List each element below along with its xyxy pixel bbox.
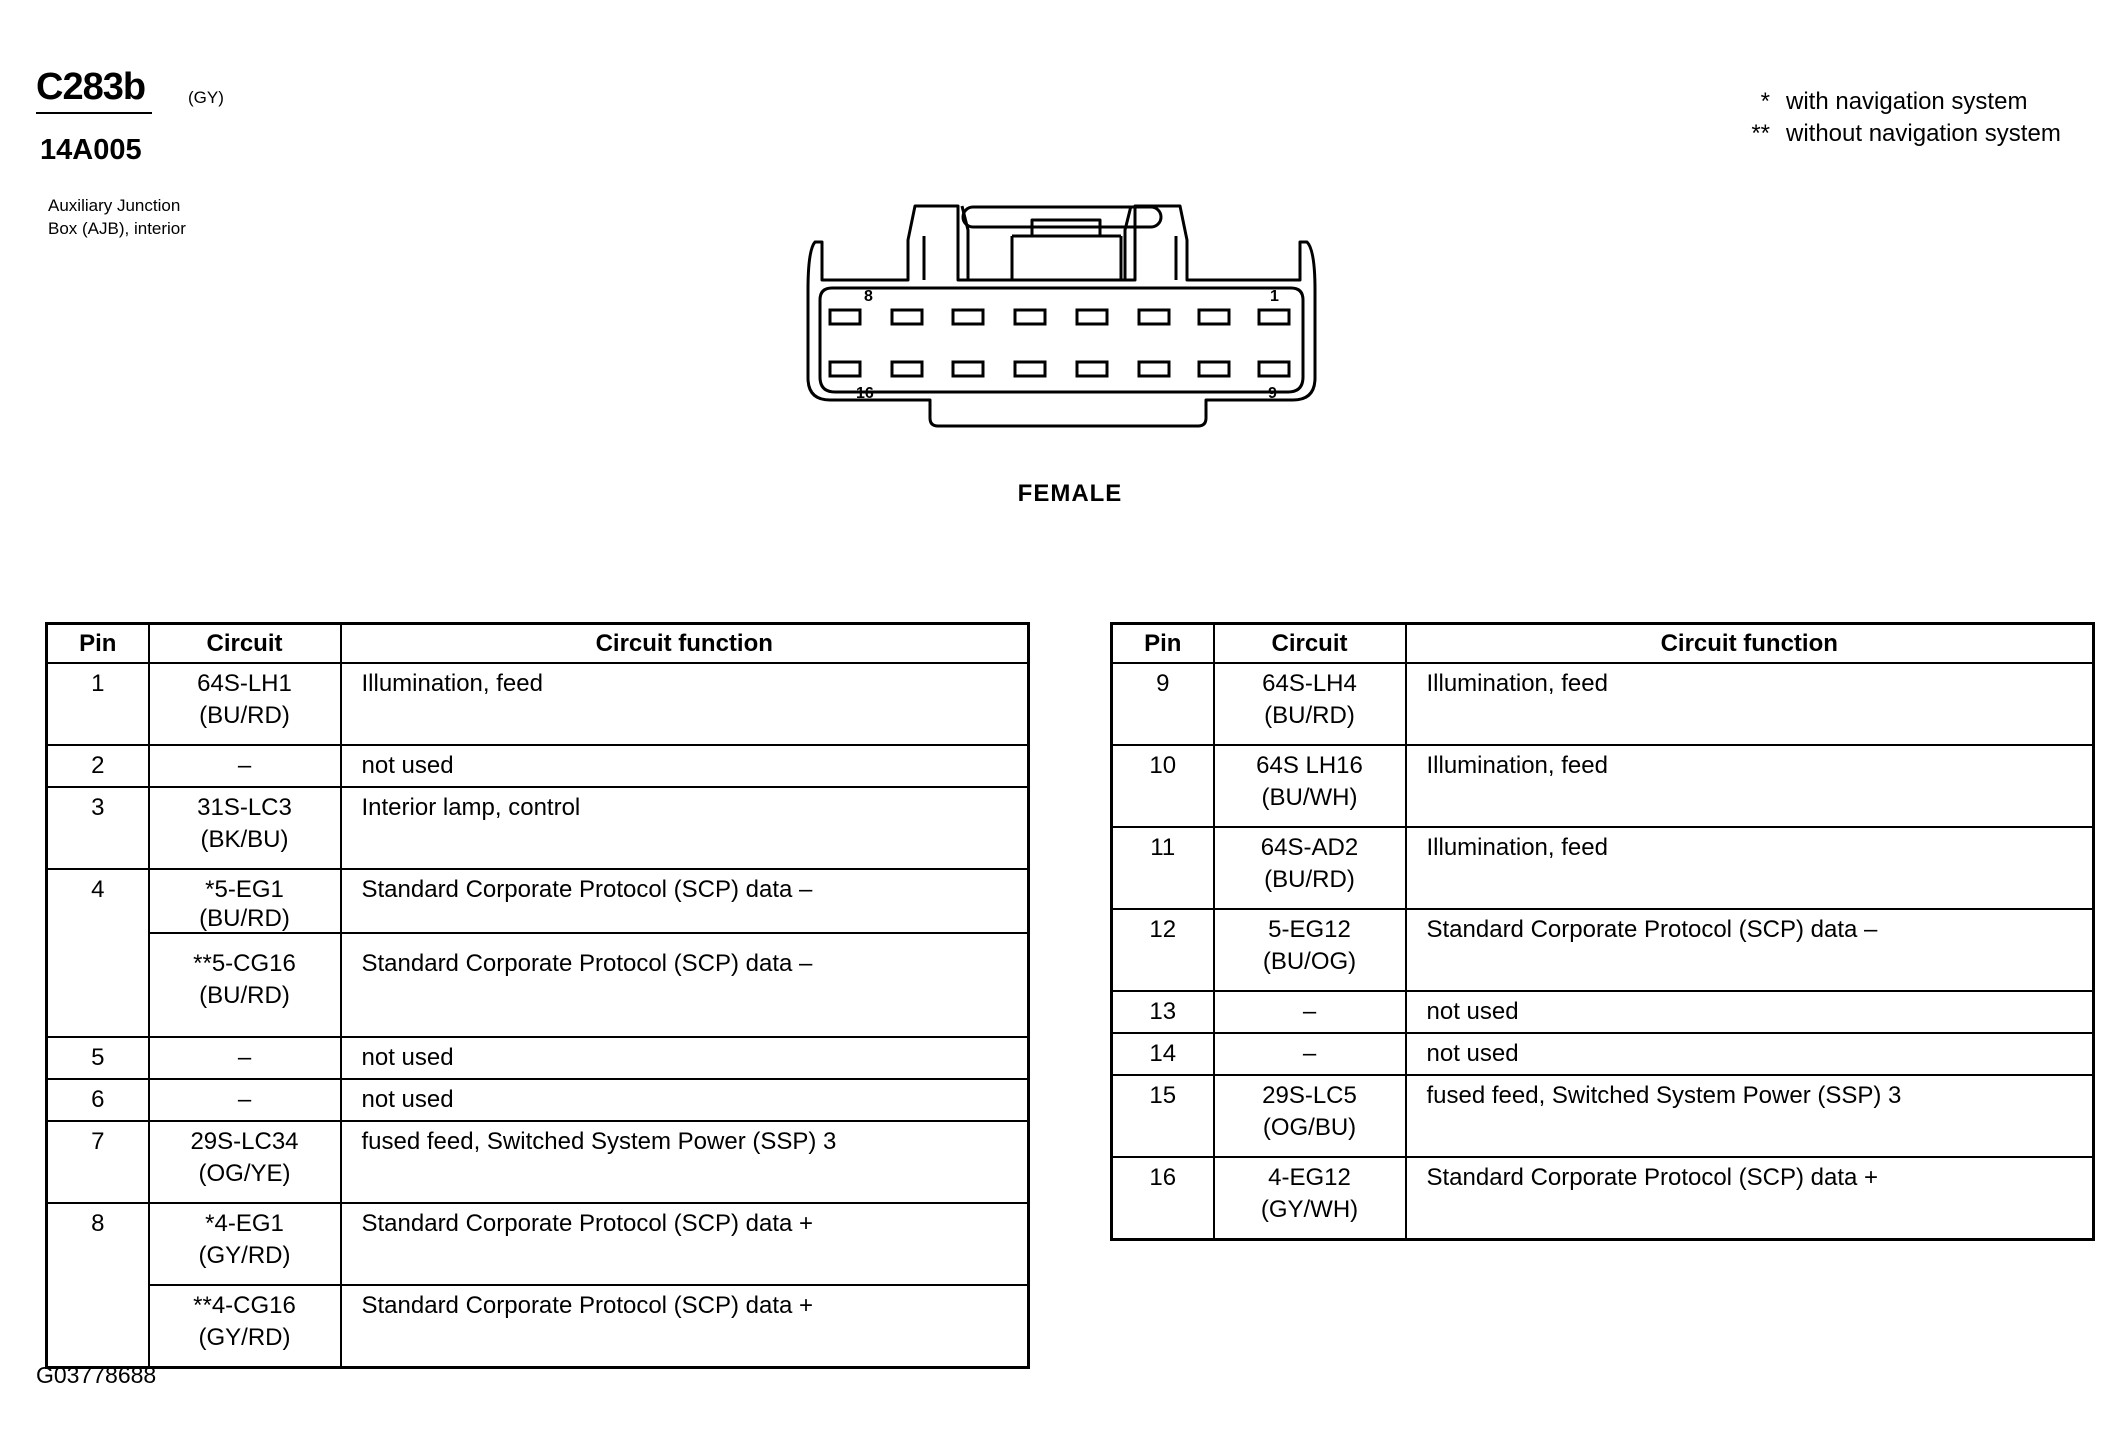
component-desc-line: Box (AJB), interior [48, 219, 186, 238]
wire-color: (GY/RD) [198, 1324, 291, 1351]
legend-symbol: ** [1751, 120, 1770, 147]
pin-cell: 5 [47, 1037, 149, 1079]
pin-cell: 16 [1112, 1157, 1214, 1240]
pin-cavity [830, 362, 860, 376]
table-row [1112, 991, 2094, 1033]
circuit-id: **5-CG16 [193, 950, 296, 977]
pinout-table-right [1110, 622, 2095, 1241]
pin-cell: 3 [47, 787, 149, 869]
table-row [47, 745, 1029, 787]
function-cell: Illumination, feed [1406, 827, 2094, 909]
wire-color: (BU/RD) [1264, 702, 1355, 729]
circuit-id: – [237, 752, 252, 779]
pin-cavity [1199, 310, 1229, 324]
circuit-cell [1214, 1075, 1406, 1157]
wire-color: (BU/RD) [199, 702, 290, 729]
function-cell: Illumination, feed [1406, 663, 2094, 745]
pin-cavity [1259, 362, 1289, 376]
table-row [1112, 663, 2094, 745]
circuit-id: – [237, 1044, 252, 1071]
function-cell: not used [1406, 1033, 2094, 1075]
pin-cell: 2 [47, 745, 149, 787]
circuit-id: 64S-LH1 [197, 670, 292, 697]
circuit-cell [149, 1037, 341, 1079]
pin-cavity [953, 362, 983, 376]
function-cell: not used [341, 1037, 1029, 1079]
table-row [47, 1079, 1029, 1121]
circuit-id: – [1302, 998, 1317, 1025]
connector-id: C283b [36, 66, 146, 108]
pin-cavity [1199, 362, 1229, 376]
pin-cavity [892, 310, 922, 324]
function-cell: Illumination, feed [341, 663, 1029, 745]
table-row [47, 1203, 1029, 1285]
wire-color: (GY/RD) [198, 1242, 291, 1269]
circuit-cell [1214, 745, 1406, 827]
circuit-id: 29S-LC34 [190, 1128, 299, 1155]
pin-cell: 1 [47, 663, 149, 745]
pin-cell: 4 [47, 869, 149, 1037]
table-header-row [1112, 624, 2094, 664]
wire-color: (BU/RD) [199, 982, 290, 1009]
circuit-id: 64S LH16 [1256, 752, 1363, 779]
table-row [1112, 1033, 2094, 1075]
circuit-cell [1214, 1033, 1406, 1075]
pin-label-bottom-right: 9 [1268, 385, 1277, 402]
circuit-id: 29S-LC5 [1262, 1082, 1357, 1109]
pin-cavity [1015, 362, 1045, 376]
wire-color: (BU/RD) [199, 905, 290, 932]
circuit-id: *5-EG1 [205, 876, 284, 903]
table-row [1112, 1075, 2094, 1157]
wire-color: (OG/BU) [1262, 1114, 1357, 1141]
table-row [47, 869, 1029, 933]
wire-color: (BU/WH) [1261, 784, 1358, 811]
legend-text: with navigation system [1786, 88, 2028, 115]
circuit-id: – [1302, 1040, 1317, 1067]
pin-cavity [1077, 310, 1107, 324]
connector-latch-body [1012, 236, 1121, 280]
circuit-cell [149, 869, 341, 933]
circuit-cell [149, 745, 341, 787]
connector-latch [962, 206, 1131, 280]
legend-text: without navigation system [1786, 120, 2061, 147]
function-cell: Standard Corporate Protocol (SCP) data + [341, 1203, 1029, 1285]
circuit-cell [149, 787, 341, 869]
pin-cell: 9 [1112, 663, 1214, 745]
component-desc-line: Auxiliary Junction [48, 196, 181, 215]
pin-cell: 12 [1112, 909, 1214, 991]
header-pin: Pin [47, 624, 149, 664]
function-cell: Illumination, feed [1406, 745, 2094, 827]
pin-cavity [1139, 362, 1169, 376]
header-function: Circuit function [1406, 624, 2094, 664]
connector-color: (GY) [188, 88, 224, 107]
header-pin: Pin [1112, 624, 1214, 664]
pin-cell: 10 [1112, 745, 1214, 827]
pinout-table-left [45, 622, 1030, 1369]
connector-gender-label: FEMALE [1017, 480, 1123, 507]
table-row [47, 1285, 1029, 1368]
circuit-id: 4-EG12 [1268, 1164, 1351, 1191]
wire-color: (BU/OG) [1262, 948, 1357, 975]
function-cell: fused feed, Switched System Power (SSP) 3 [341, 1121, 1029, 1203]
function-cell: Standard Corporate Protocol (SCP) data + [341, 1285, 1029, 1368]
function-cell: Standard Corporate Protocol (SCP) data – [341, 933, 1029, 1037]
function-cell: Interior lamp, control [341, 787, 1029, 869]
pin-cell: 8 [47, 1203, 149, 1368]
pin-label-top-right: 1 [1270, 288, 1279, 305]
circuit-id: **4-CG16 [193, 1292, 296, 1319]
table-row [47, 933, 1029, 1037]
wire-color: (BU/RD) [1264, 866, 1355, 893]
pin-cavity [1139, 310, 1169, 324]
wire-color: (GY/WH) [1260, 1196, 1359, 1223]
table-header-row [47, 624, 1029, 664]
circuit-id: – [237, 1086, 252, 1113]
function-cell: Standard Corporate Protocol (SCP) data – [1406, 909, 2094, 991]
legend-symbol: * [1760, 88, 1770, 115]
pin-label-bottom-left: 16 [856, 385, 874, 402]
circuit-cell [149, 1079, 341, 1121]
circuit-cell [1214, 663, 1406, 745]
header-circuit: Circuit [149, 624, 341, 664]
table-row [47, 663, 1029, 745]
circuit-id: 64S-LH4 [1262, 670, 1357, 697]
pin-cell: 14 [1112, 1033, 1214, 1075]
circuit-cell [1214, 1157, 1406, 1240]
function-cell: Standard Corporate Protocol (SCP) data – [341, 869, 1029, 933]
connector-face-diagram [0, 0, 2124, 600]
pin-cavity [1077, 362, 1107, 376]
wire-color: (OG/YE) [198, 1160, 291, 1187]
table-row [47, 1037, 1029, 1079]
circuit-cell [1214, 827, 1406, 909]
pin-cavity [1259, 310, 1289, 324]
pin-cavity [830, 310, 860, 324]
pin-cell: 11 [1112, 827, 1214, 909]
wire-color: (BK/BU) [200, 826, 289, 853]
pin-cell: 15 [1112, 1075, 1214, 1157]
pin-cell: 6 [47, 1079, 149, 1121]
header-circuit: Circuit [1214, 624, 1406, 664]
circuit-cell [1214, 909, 1406, 991]
function-cell: fused feed, Switched System Power (SSP) 3 [1406, 1075, 2094, 1157]
circuit-id: 5-EG12 [1268, 916, 1351, 943]
part-number: 14A005 [40, 134, 142, 166]
circuit-cell [149, 663, 341, 745]
circuit-cell [149, 1285, 341, 1368]
table-row [1112, 909, 2094, 991]
pin-cavity [1015, 310, 1045, 324]
image-reference-id: G03778688 [36, 1362, 157, 1388]
pin-cavity [892, 362, 922, 376]
circuit-cell [149, 1121, 341, 1203]
header-function: Circuit function [341, 624, 1029, 664]
table-row [1112, 745, 2094, 827]
function-cell: not used [341, 1079, 1029, 1121]
pin-label-top-left: 8 [864, 288, 873, 305]
function-cell: not used [341, 745, 1029, 787]
circuit-cell [1214, 991, 1406, 1033]
pin-cavity [953, 310, 983, 324]
table-row [47, 1121, 1029, 1203]
circuit-id: 31S-LC3 [197, 794, 292, 821]
table-row [47, 787, 1029, 869]
table-row [1112, 1157, 2094, 1240]
table-row [1112, 827, 2094, 909]
circuit-id: *4-EG1 [205, 1210, 284, 1237]
function-cell: Standard Corporate Protocol (SCP) data + [1406, 1157, 2094, 1240]
pin-cell: 7 [47, 1121, 149, 1203]
connector-guide [924, 236, 1176, 280]
circuit-id: 64S-AD2 [1260, 834, 1359, 861]
circuit-cell [149, 1203, 341, 1285]
pin-cell: 13 [1112, 991, 1214, 1033]
circuit-cell [149, 933, 341, 1037]
function-cell: not used [1406, 991, 2094, 1033]
